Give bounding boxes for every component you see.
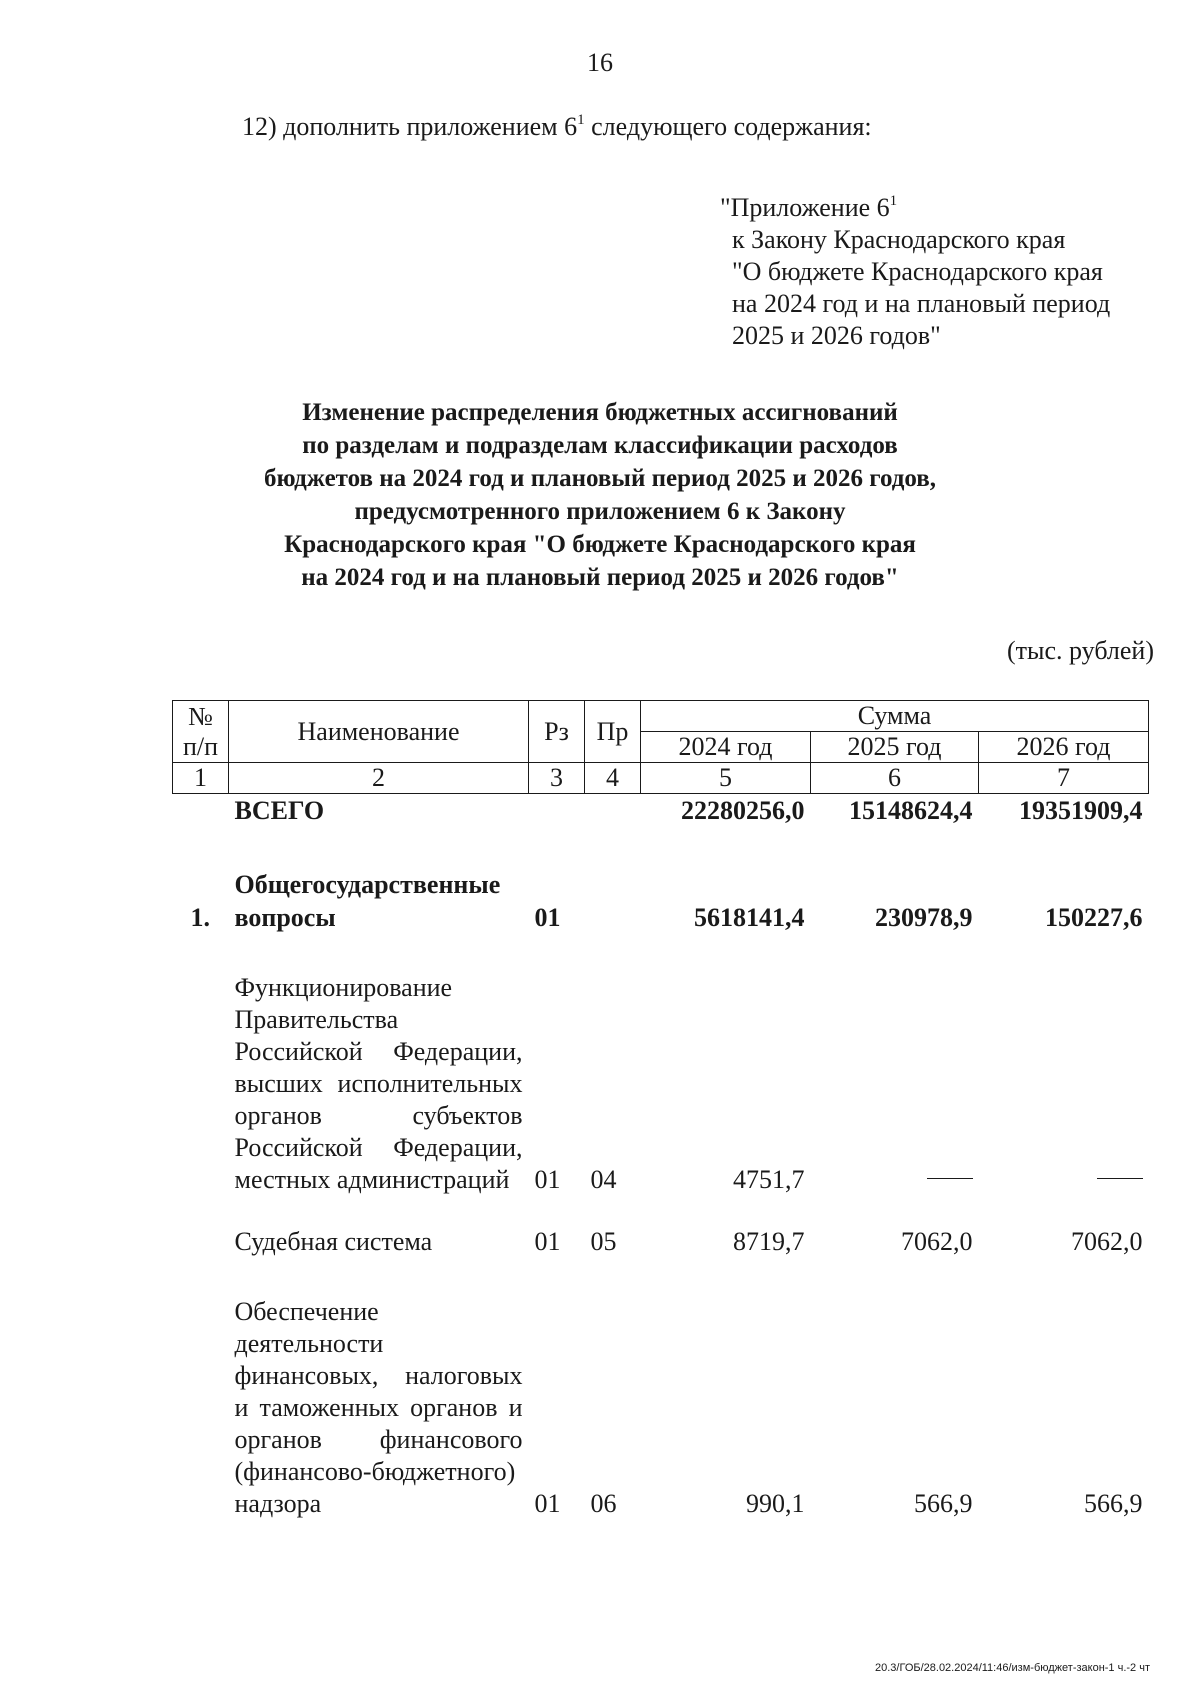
row-2024: 5618141,4 [694, 903, 805, 932]
header-2024: 2024 год [641, 732, 811, 763]
appendix-reference [720, 192, 1160, 352]
row-2024: 990,1 [746, 1489, 805, 1518]
row-2024: 8719,7 [733, 1227, 805, 1256]
dash-mark [927, 1178, 973, 1179]
row-name: Судебная система [234, 1227, 433, 1256]
column-number: 1 [173, 763, 229, 794]
intro-text-before: 12) дополнить приложением 6 [242, 112, 578, 141]
row-pr: 04 [590, 1165, 617, 1194]
row-2026: 566,9 [1084, 1489, 1143, 1518]
row-name: Общегосударственные вопросы [234, 870, 501, 932]
row-name: Функционирование Правительства Российской Федерации, высших исполнительных органов субъектов Российской Федерации, местных администраций [234, 973, 523, 1194]
dash-mark [1097, 1178, 1143, 1179]
column-number: 6 [811, 763, 979, 794]
row-pr: 06 [590, 1489, 617, 1518]
row-pr [585, 868, 641, 934]
units-label: (тыс. рублей) [1006, 636, 1154, 665]
appendix-superscript: 1 [889, 193, 898, 209]
header-sum: Сумма [641, 701, 1149, 732]
row-no [173, 1296, 229, 1520]
footer-stamp: 20.3/ГОБ/28.02.2024/11:46/изм-бюджет-закон-1 ч.-2 чт [875, 1662, 1150, 1674]
appendix-line3: "О бюджете Краснодарского края [732, 257, 1103, 286]
row-2024: 4751,7 [733, 1165, 805, 1194]
page-number: 16 [587, 48, 613, 77]
appendix-line5: 2025 и 2026 годов" [732, 321, 941, 350]
column-number: 4 [585, 763, 641, 794]
row-2025: 566,9 [914, 1489, 973, 1518]
title-line: по разделам и подразделам классификации расходов [302, 432, 898, 459]
row-2025 [811, 972, 979, 1196]
row-rz: 01 [534, 1227, 561, 1256]
document-title [150, 396, 1050, 594]
table-row [173, 868, 1149, 934]
column-number: 7 [979, 763, 1149, 794]
title-line: на 2024 год и на плановый период 2025 и 2026 годов" [301, 564, 899, 591]
title-line: предусмотренного приложением 6 к Закону [354, 498, 846, 525]
row-2025: 7062,0 [901, 1227, 973, 1256]
header-rz: Рз [529, 701, 585, 763]
appendix-line1: "Приложение 6 [720, 193, 890, 222]
row-rz: 01 [534, 1489, 561, 1518]
intro-text-after: следующего содержания: [584, 112, 872, 141]
row-name: Обеспечение деятельности финансовых, налоговых и таможенных органов и органов финансового (финансово-бюджетного) надзора [234, 1297, 523, 1518]
row-2026 [979, 972, 1149, 1196]
title-line: Краснодарского края "О бюджете Краснодарского края [284, 531, 916, 558]
total-2025: 15148624,4 [849, 796, 973, 825]
header-no: № п/п [173, 701, 229, 763]
row-no: 1. [190, 903, 210, 932]
row-no [173, 1226, 229, 1258]
row-2026: 150227,6 [1045, 903, 1143, 932]
intro-paragraph [242, 112, 872, 142]
row-pr: 05 [590, 1227, 617, 1256]
table-row [173, 1296, 1149, 1520]
budget-table [172, 700, 1149, 1520]
header-name: Наименование [229, 701, 529, 763]
total-row [173, 794, 1149, 829]
header-2025: 2025 год [811, 732, 979, 763]
title-line: бюджетов на 2024 год и плановый период 2025 и 2026 годов, [263, 465, 937, 492]
intro-superscript: 1 [577, 112, 585, 128]
table-row [173, 1226, 1149, 1258]
total-2024: 22280256,0 [681, 796, 805, 825]
total-2026: 19351909,4 [1019, 796, 1143, 825]
row-rz: 01 [534, 1165, 561, 1194]
appendix-line2: к Закону Краснодарского края [732, 225, 1066, 254]
header-pr: Пр [585, 701, 641, 763]
appendix-line4: на 2024 год и на плановый период [732, 289, 1111, 318]
table-row [173, 972, 1149, 1196]
row-rz: 01 [534, 903, 561, 932]
row-2025: 230978,9 [875, 903, 973, 932]
title-line: Изменение распределения бюджетных ассигнований [302, 399, 898, 426]
column-number: 5 [641, 763, 811, 794]
column-number: 2 [229, 763, 529, 794]
total-label: ВСЕГО [234, 796, 325, 825]
row-2026: 7062,0 [1071, 1227, 1143, 1256]
row-no [173, 972, 229, 1196]
column-number: 3 [529, 763, 585, 794]
header-2026: 2026 год [979, 732, 1149, 763]
